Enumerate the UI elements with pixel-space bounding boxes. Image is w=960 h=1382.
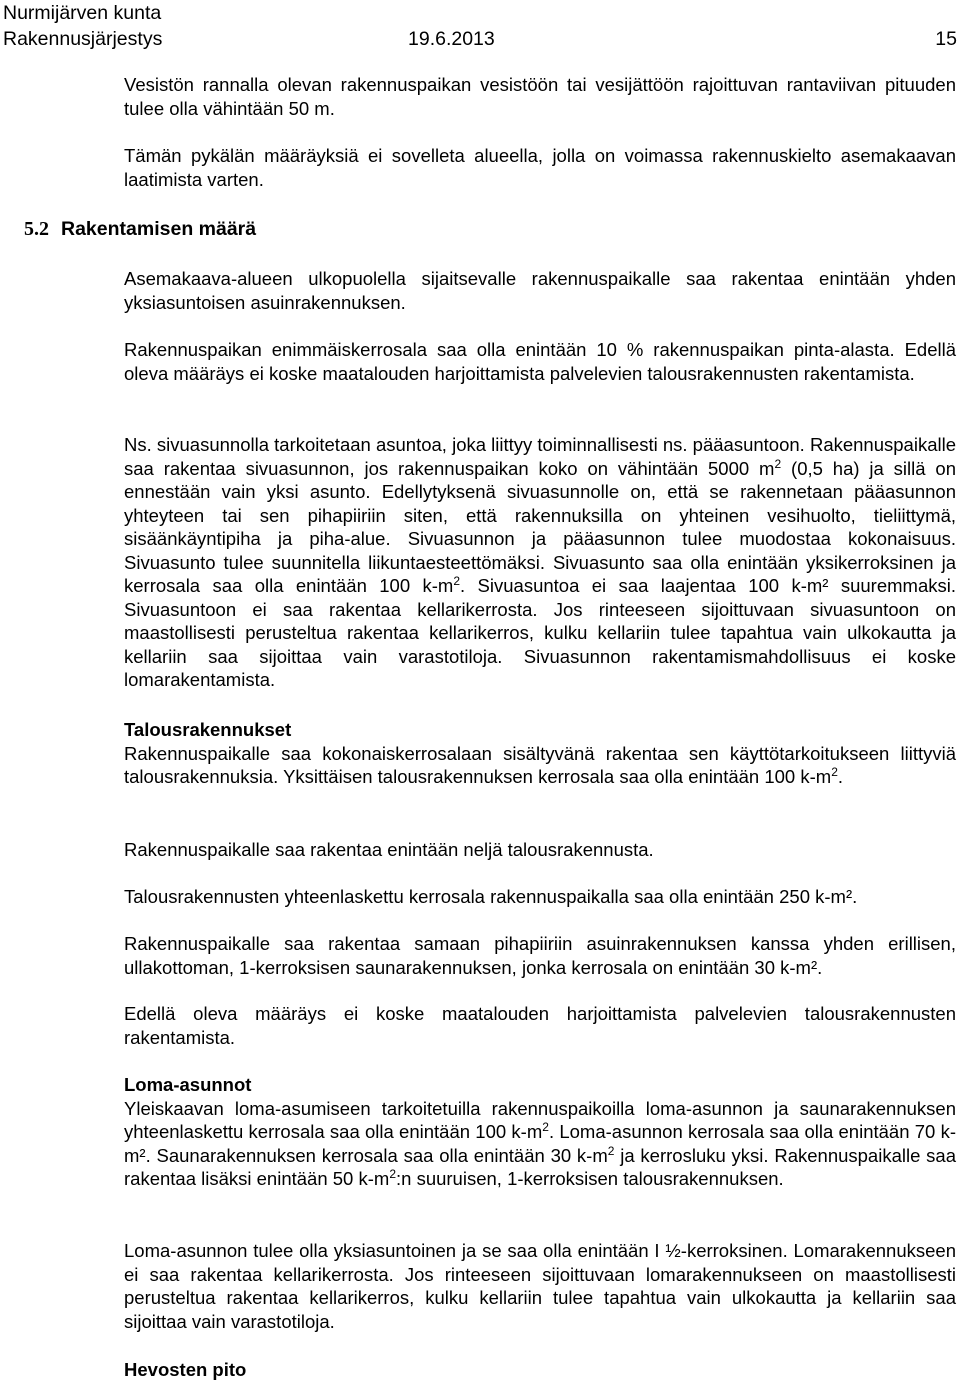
body-paragraph-3: Ns. sivuasunnolla tarkoitetaan asuntoa, joka liittyy toiminnallisesti ns. pääasuntoon. Rakennuspaikalle saa rakentaa sivuasunnon, jos rakennuspaikan koko on vähintään 5000 $m^2$ (0,5 ha) ja sillä on ennestään vain yksi asunto. Edellytyksenä sivuasunnolle on, että se rakennetaan pääasunnon yhteyteen tai sen pihapiiriin siten, että rakennuksilla on yhteinen vesihuolto, tieliittymä, sisäänkäyntipiha ja piha-alue. Sivuasunnon ja pääasunnon tulee muodostaa kokonaisuus. Sivuasunto tulee suunnitella liikuntaesteettömäksi. Sivuasunto saa olla enintään yksikerroksinen ja kerrosala saa olla enintään 100 $k-m^2$. Sivuasuntoa ei saa laajentaa 100 k-m² suuremmaksi. Sivuasuntoon ei saa rakentaa kellarikerrosta. Jos rinteeseen sijoittuvaan sivuasuntoon on maastollisesti perusteltua rakentaa kellarikerros, kulku kellariin tulee tapahtua vain ulkokautta ja kellariin saa sijoittaa vain varastotiloja. Sivuasunnon rakentamismahdollisuus ei koske lomarakentamista.	[124, 434, 957, 690]
talous-section	[124, 718, 956, 789]
intro-paragraph-2-block	[124, 144, 956, 191]
talous-paragraph-4: Rakennuspaikalle saa rakentaa samaan pihapiiriin asuinrakennuksen kanssa yhden erillisen, ullakottoman, 1-kerroksisen saunarakennuksen, jonka kerrosala on enintään 30 k-m².	[124, 933, 956, 978]
loma-paragraph-1: Yleiskaavan loma-asumiseen tarkoitetuilla rakennuspaikoilla loma-asunnon ja saunarakennuksen yhteenlaskettu kerrosala saa olla enintään 100 $k-m^2$. Loma-asunnon kerrosala saa olla enintään 70 k-m². Saunarakennuksen kerrosala saa olla enintään 30 $k-m^2$ ja kerrosluku yksi. Rakennuspaikalle saa rakentaa lisäksi enintään 50 $k-m^2:n$ suuruisen, 1-kerroksisen talousrakennuksen.	[124, 1097, 956, 1189]
intro-paragraph-1-block	[124, 73, 956, 120]
talous-paragraph-2: Rakennuspaikalle saa rakentaa enintään neljä talousrakennusta.	[124, 839, 654, 860]
loma-section	[124, 1073, 956, 1191]
talous-paragraph-5-block	[124, 1002, 956, 1049]
loma-paragraph-2: Loma-asunnon tulee olla yksiasuntoinen ja se saa olla enintään I ½-kerroksinen. Lomarakennukseen ei saa rakentaa kellarikerrosta. Jos rinteeseen sijoittuvaan lomarakennukseen on maastollisesti perusteltua rakentaa kellarikerros, kulku kellariin tulee tapahtua vain ulkokautta ja kellariin saa sijoittaa vain varastotiloja.	[124, 1240, 956, 1332]
loma-heading: Loma-asunnot	[124, 1074, 252, 1095]
document-date: 19.6.2013	[408, 28, 495, 50]
body-paragraph-2-block	[124, 338, 956, 385]
intro-paragraph-1: Vesistön rannalla olevan rakennuspaikan vesistöön tai vesijättöön rajoittuvan rantaviivan pituuden tulee olla vähintään 50 m.	[124, 74, 956, 119]
header-row-organization	[3, 0, 957, 26]
header-row-document	[3, 26, 957, 52]
talous-paragraph-4-block	[124, 932, 956, 979]
loma-paragraph-2-block	[124, 1239, 956, 1333]
talous-paragraph-2-block	[124, 838, 956, 862]
body-paragraph-1-block	[124, 267, 956, 314]
section-heading	[24, 216, 256, 242]
page-number: 15	[935, 28, 957, 50]
organization-name: Nurmijärven kunta	[3, 2, 162, 24]
body-paragraph-3-block	[124, 433, 956, 692]
talous-paragraph-1: Rakennuspaikalle saa kokonaiskerrosalaan sisältyvänä rakentaa sen käyttötarkoitukseen liittyviä talousrakennuksia. Yksittäisen talousrakennuksen kerrosala saa olla enintään 100 $k-m^2$.	[124, 742, 956, 787]
body-paragraph-1: Asemakaava-alueen ulkopuolella sijaitsevalle rakennuspaikalle saa rakentaa enintään yhden yksiasuntoisen asuinrakennuksen.	[124, 268, 956, 313]
talous-paragraph-3-block	[124, 885, 956, 909]
intro-paragraph-2: Tämän pykälän määräyksiä ei sovelleta alueella, jolla on voimassa rakennuskielto asemakaavan laatimista varten.	[124, 145, 956, 190]
talous-paragraph-3: Talousrakennusten yhteenlaskettu kerrosala rakennuspaikalla saa olla enintään 250 k-m².	[124, 886, 858, 907]
section-title: Rakentamisen määrä	[61, 218, 257, 240]
body-paragraph-2: Rakennuspaikan enimmäiskerrosala saa olla enintään 10 % rakennuspaikan pinta-alasta. Edellä oleva määräys ei koske maatalouden harjoittamista palvelevien talousrakennusten rakentamista.	[124, 339, 956, 384]
hevonen-section	[124, 1358, 956, 1382]
talous-heading: Talousrakennukset	[124, 719, 292, 740]
hevonen-heading: Hevosten pito	[124, 1359, 247, 1380]
talous-paragraph-5: Edellä oleva määräys ei koske maatalouden harjoittamista palvelevien talousrakennusten rakentamista.	[124, 1003, 956, 1048]
document-title: Rakennusjärjestys	[3, 28, 163, 50]
section-number: 5.2	[24, 218, 49, 240]
page-header	[3, 0, 957, 52]
